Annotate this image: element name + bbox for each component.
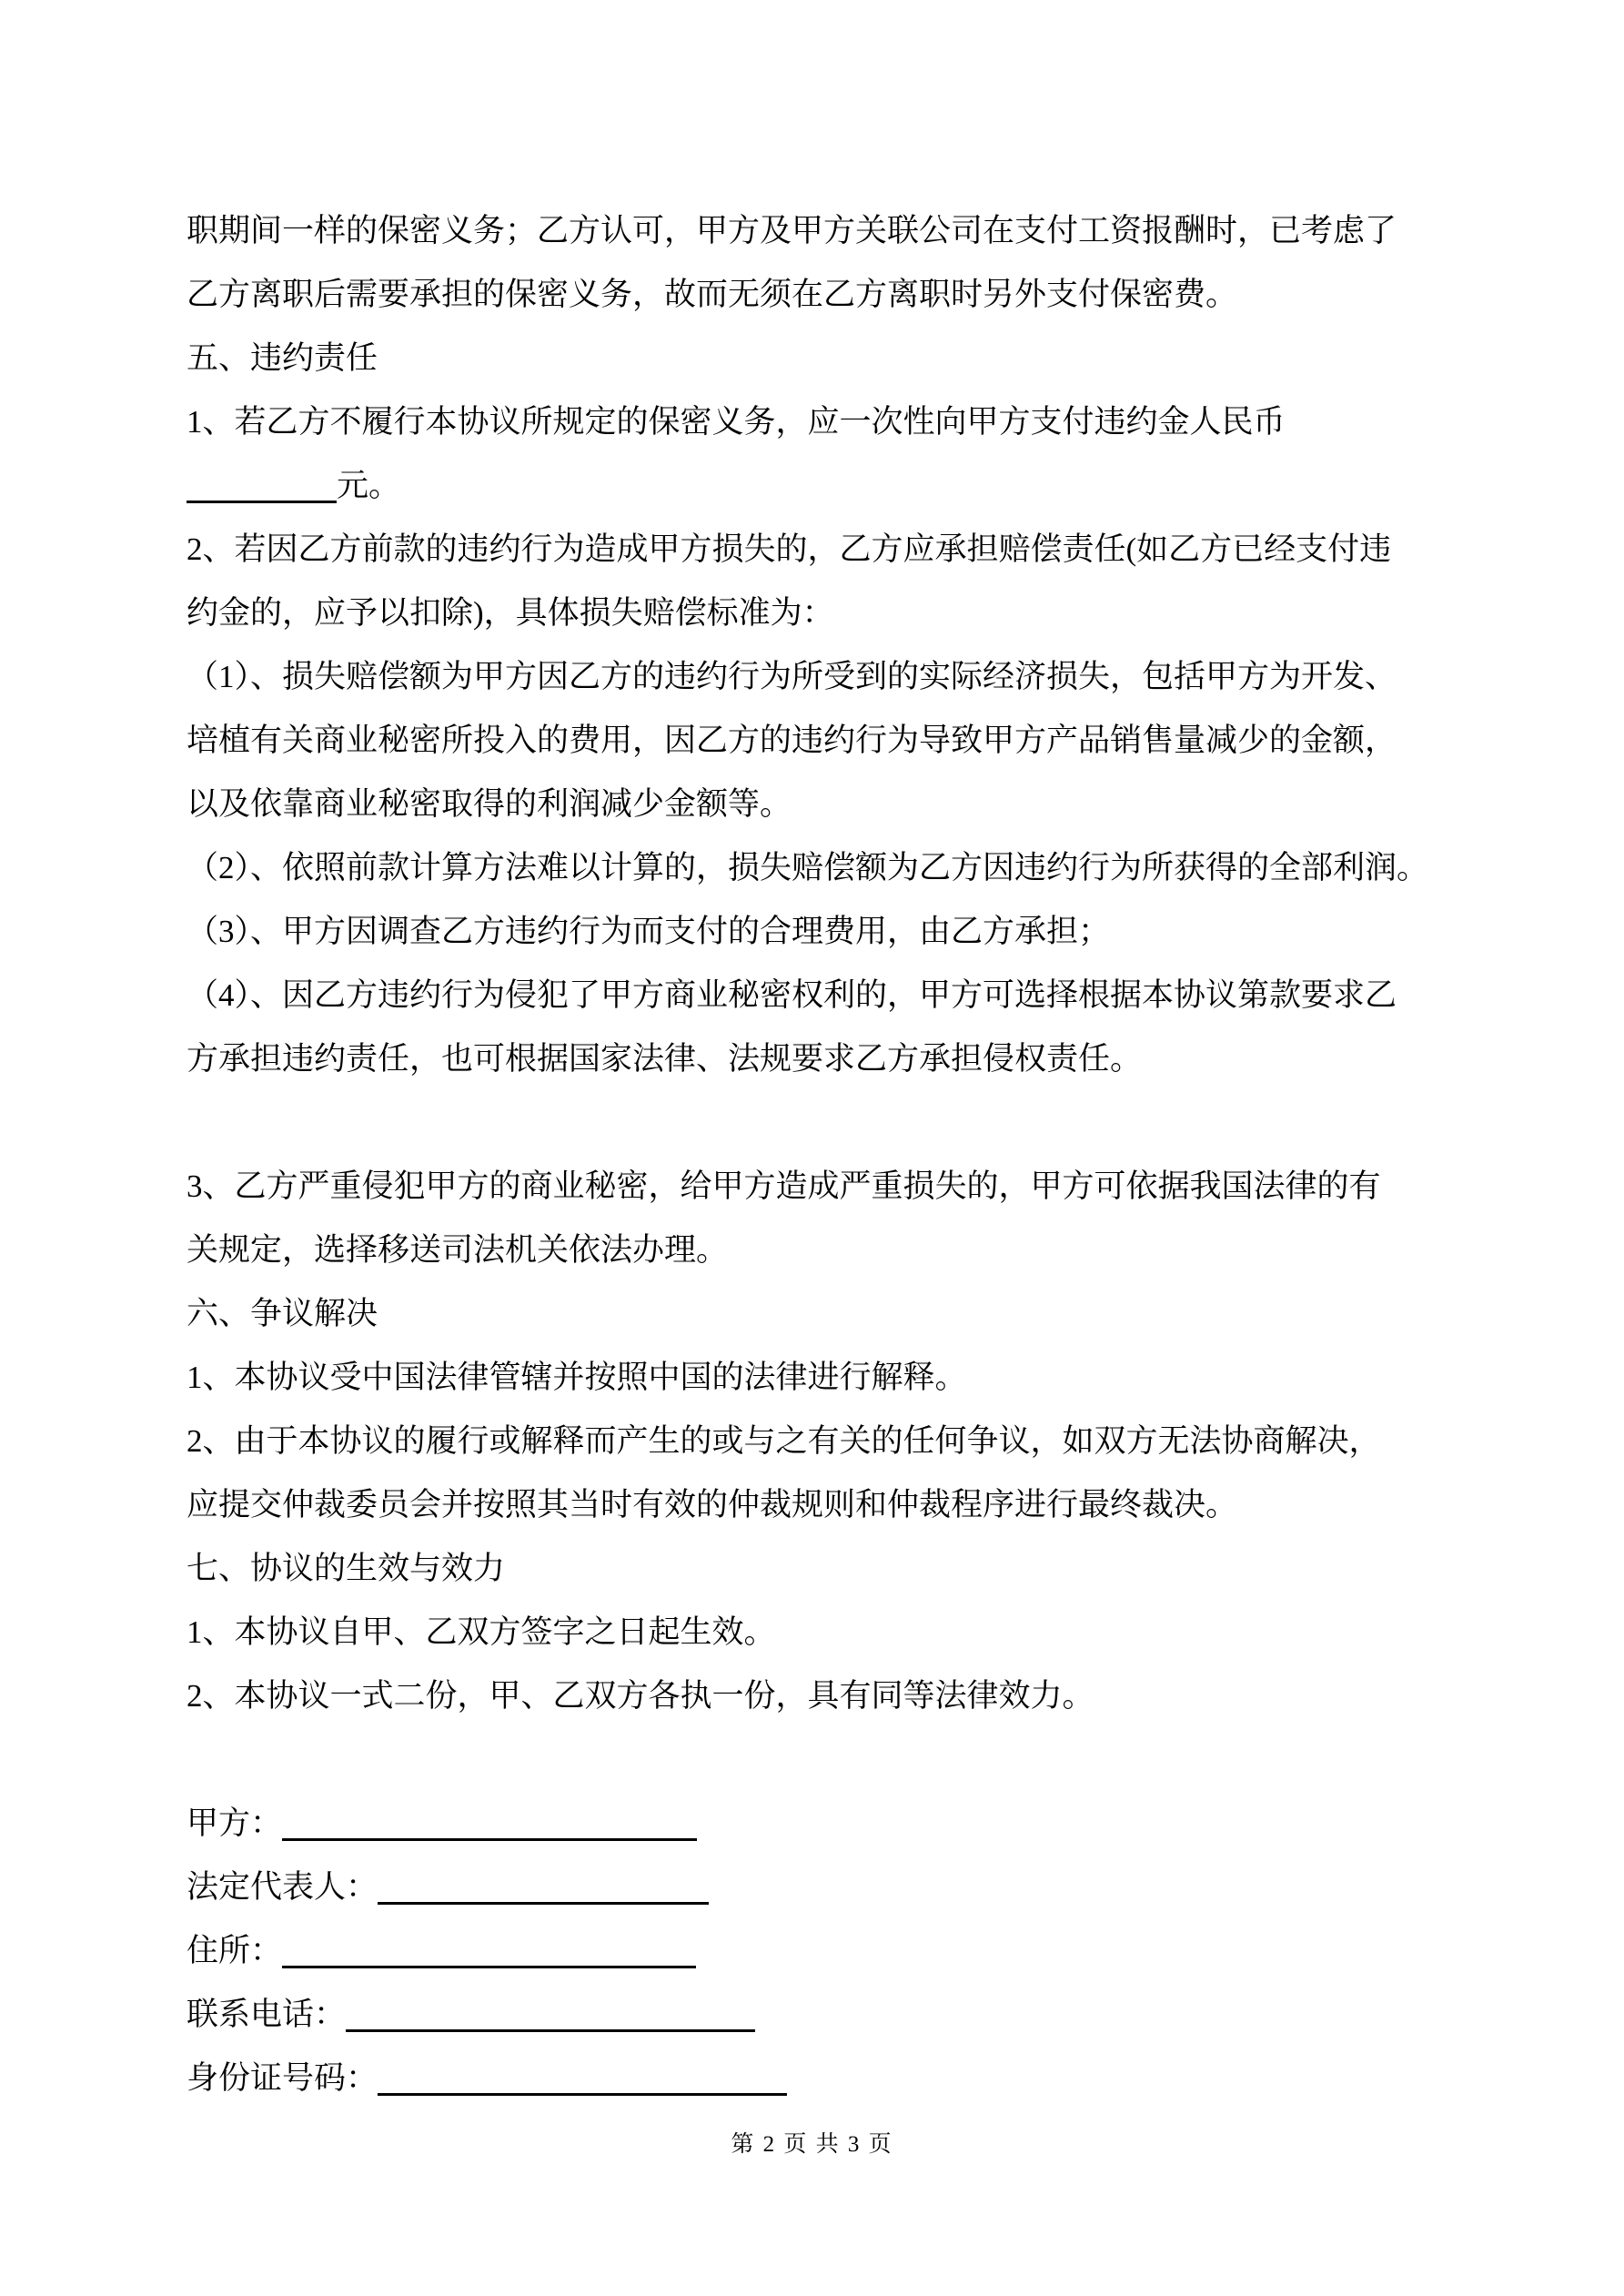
empty-line <box>187 1091 1451 1155</box>
body-line: 乙方离职后需要承担的保密义务，故而无须在乙方离职时另外支付保密费。 <box>187 277 1238 312</box>
page-footer: 第 2 页 共 3 页 <box>731 2132 893 2157</box>
body-line: 3、乙方严重侵犯甲方的商业秘密，给甲方造成严重损失的，甲方可依据我国法律的有 <box>187 1168 1381 1204</box>
body-line: （4）、因乙方违约行为侵犯了甲方商业秘密权利的，甲方可选择根据本协议第款要求乙 <box>187 977 1397 1013</box>
body-line: 方承担违约责任，也可根据国家法律、法规要求乙方承担侵权责任。 <box>187 1041 1143 1077</box>
body-line: 以及依靠商业秘密取得的利润减少金额等。 <box>187 786 792 822</box>
body-line: （1）、损失赔偿额为甲方因乙方的违约行为所受到的实际经济损失，包括甲方为开发、 <box>187 659 1397 694</box>
body-line: 2、若因乙方前款的违约行为造成甲方损失的，乙方应承担赔偿责任(如乙方已经支付违 <box>187 531 1392 567</box>
address-label: 住所： <box>187 1933 283 1968</box>
empty-line <box>187 1728 1451 1792</box>
amount-suffix: 元。 <box>337 468 401 503</box>
section-heading-6: 六、争议解决 <box>187 1296 378 1331</box>
id-number-blank-line <box>378 2060 787 2096</box>
body-line: 2、由于本协议的履行或解释而产生的或与之有关的任何争议，如双方无法协商解决， <box>187 1423 1381 1459</box>
phone-line <box>187 1983 1451 2047</box>
amount-line <box>187 454 1451 518</box>
party-a-label: 甲方： <box>187 1805 283 1841</box>
legal-representative-label: 法定代表人： <box>187 1869 378 1905</box>
document-body <box>187 199 1451 2110</box>
body-line: （2）、依照前款计算方法难以计算的，损失赔偿额为乙方因违约行为所获得的全部利润。 <box>187 850 1429 885</box>
phone-blank-line <box>346 1997 755 2032</box>
address-line <box>187 1919 1451 1983</box>
section-heading-7: 七、协议的生效与效力 <box>187 1551 506 1586</box>
id-number-line <box>187 2047 1451 2110</box>
body-line: 2、本协议一式二份，甲、乙双方各执一份，具有同等法律效力。 <box>187 1678 1094 1714</box>
body-line: 约金的，应予以扣除)，具体损失赔偿标准为： <box>187 595 834 631</box>
body-line: 培植有关商业秘密所投入的费用，因乙方的违约行为导致甲方产品销售量减少的金额， <box>187 723 1397 758</box>
body-line: 1、若乙方不履行本协议所规定的保密义务，应一次性向甲方支付违约金人民币 <box>187 404 1286 440</box>
body-line: （3）、甲方因调查乙方违约行为而支付的合理费用，由乙方承担； <box>187 914 1111 949</box>
body-line: 1、本协议受中国法律管辖并按照中国的法律进行解释。 <box>187 1360 967 1395</box>
section-heading-5: 五、违约责任 <box>187 340 378 376</box>
party-a-line <box>187 1792 1451 1856</box>
phone-label: 联系电话： <box>187 1997 347 2032</box>
body-line: 1、本协议自甲、乙双方签字之日起生效。 <box>187 1614 776 1650</box>
legal-representative-line <box>187 1856 1451 1919</box>
body-line: 职期间一样的保密义务；乙方认可，甲方及甲方关联公司在支付工资报酬时，已考虑了 <box>187 213 1397 248</box>
amount-blank-line <box>187 468 337 503</box>
body-line: 应提交仲裁委员会并按照其当时有效的仲裁规则和仲裁程序进行最终裁决。 <box>187 1487 1238 1522</box>
legal-representative-blank-line <box>378 1869 709 1905</box>
id-number-label: 身份证号码： <box>187 2060 378 2096</box>
address-blank-line <box>282 1933 696 1968</box>
body-line: 关规定，选择移送司法机关依法办理。 <box>187 1232 729 1268</box>
party-a-blank-line <box>282 1805 697 1841</box>
